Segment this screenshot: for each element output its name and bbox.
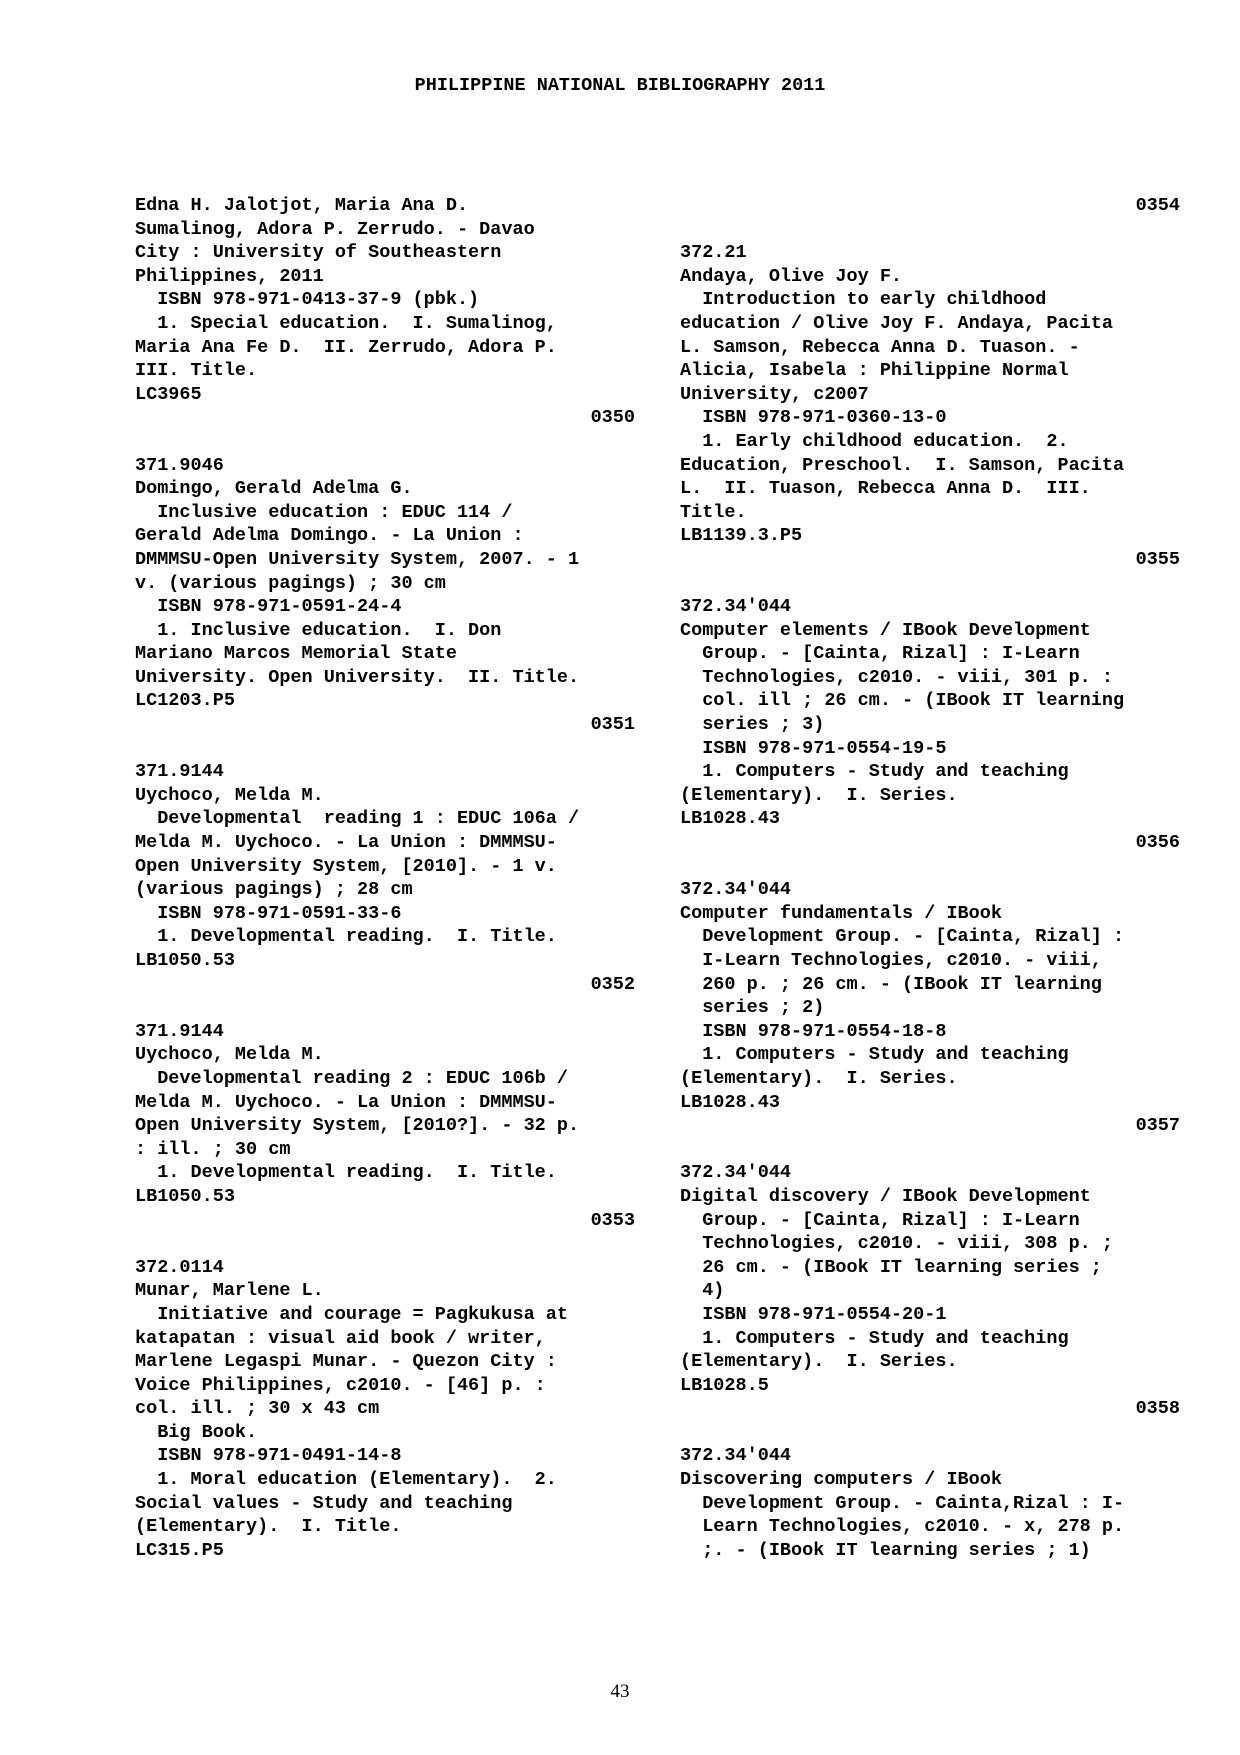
text-line: Education, Preschool. I. Samson, Pacita [680,454,1125,476]
text-line: Initiative and courage = Pagkukusa at [135,1303,568,1325]
text-line: 1. Moral education (Elementary). 2. [135,1469,557,1491]
text-line: 372.34'044 [680,1445,792,1467]
text-line: Mariano Marcos Memorial State [135,643,457,665]
text-line: 372.34'044 [680,1162,792,1184]
text-line: ISBN 978-971-0360-13-0 [680,407,947,429]
text-line: III. Title. [135,360,258,382]
text-line: Andaya, Olive Joy F. [680,265,903,287]
text-line: 371.9144 [135,1020,224,1042]
text-line: Big Book. [135,1421,258,1443]
text-line: 1. Computers - Study and teaching [680,1044,1069,1066]
text-line: LC315.P5 [135,1539,224,1561]
text-line: Sumalinog, Adora P. Zerrudo. - Davao [135,218,535,240]
text-line: Computer elements / IBook Development [680,619,1091,641]
text-line: City : University of Southeastern [135,242,502,264]
text-line: Uychoco, Melda M. [135,784,324,806]
text-line: col. ill. ; 30 x 43 cm [135,1398,380,1420]
blank-line [135,996,635,1020]
text-line: (various pagings) ; 28 cm [135,879,413,901]
text-line: Development Group. - [Cainta, Rizal] : [680,926,1125,948]
text-line: Digital discovery / IBook Development [680,1185,1091,1207]
text-line: LB1139.3.P5 [680,525,803,547]
text-line: ISBN 978-971-0554-18-8 [680,1020,947,1042]
text-line: Maria Ana Fe D. II. Zerrudo, Adora P. [135,336,557,358]
text-line: LB1050.53 [135,950,235,971]
text-line: series ; 3) [680,714,825,736]
text-line: 371.9144 [135,761,224,783]
text-line: LB1028.5 [680,1374,769,1396]
text-line: Group. - [Cainta, Rizal] : I-Learn [680,643,1080,665]
text-line: Domingo, Gerald Adelma G. [135,478,413,500]
blank-line [680,218,1180,242]
text-line: Melda M. Uychoco. - La Union : DMMMSU- [135,832,557,854]
blank-line [680,572,1180,596]
blank-line [680,1138,1180,1162]
text-line: Alicia, Isabela : Philippine Normal [680,360,1069,382]
text-line: 260 p. ; 26 cm. - (IBook IT learning [680,973,1102,995]
left-column [135,194,635,1562]
text-line: Discovering computers / IBook [680,1469,1002,1491]
text-line: Group. - [Cainta, Rizal] : I-Learn [680,1209,1080,1231]
text-line: education / Olive Joy F. Andaya, Pacita [680,312,1113,334]
text-line: ISBN 978-971-0591-33-6 [135,902,402,924]
entry-number: 0351 [590,714,635,736]
text-line: ISBN 978-971-0413-37-9 (pbk.) [135,289,480,311]
text-line: Technologies, c2010. - viii, 308 p. ; [680,1233,1113,1255]
text-line: : ill. ; 30 cm [135,1138,291,1160]
text-line: 1. Inclusive education. I. Don [135,619,502,641]
text-line: LC3965 [135,383,202,405]
text-line: LB1028.43 [680,808,780,830]
text-line: Learn Technologies, c2010. - x, 278 p. [680,1516,1125,1538]
text-line: 372.34'044 [680,879,792,901]
text-line: LB1050.53 [135,1185,235,1207]
text-line: 1. Special education. I. Sumalinog, [135,312,557,334]
text-line: ISBN 978-971-0591-24-4 [135,596,402,618]
text-line: ISBN 978-971-0554-19-5 [680,737,947,759]
blank-line [680,1421,1180,1445]
entry-number: 0353 [590,1209,635,1231]
text-line: 1. Computers - Study and teaching [680,1327,1069,1349]
blank-line [135,430,635,454]
text-line: Open University System, [2010?]. - 32 p. [135,1115,580,1137]
text-line: (Elementary). I. Series. [680,784,958,806]
text-line: 1. Computers - Study and teaching [680,761,1069,783]
entry-number: 0357 [1135,1115,1180,1137]
blank-line [135,1232,635,1256]
text-line: DMMMSU-Open University System, 2007. - 1 [135,548,580,570]
text-line: 372.21 [680,242,747,264]
text-line: 1. Early childhood education. 2. [680,430,1069,452]
text-line: Computer fundamentals / IBook [680,902,1002,924]
entry-number: 0356 [1135,832,1180,854]
text-line: v. (various pagings) ; 30 cm [135,572,446,594]
text-line: I-Learn Technologies, c2010. - viii, [680,950,1102,971]
running-title: PHILIPPINE NATIONAL BIBLIOGRAPHY 2011 [414,75,826,96]
text-line: ;. - (IBook IT learning series ; 1) [680,1539,1091,1561]
text-line: 1. Developmental reading. I. Title. [135,1162,557,1184]
text-line: Gerald Adelma Domingo. - La Union : [135,525,524,547]
text-line: Technologies, c2010. - viii, 301 p. : [680,666,1113,688]
text-line: 1. Developmental reading. I. Title. [135,926,557,948]
text-line: ISBN 978-971-0491-14-8 [135,1445,402,1467]
text-line: 372.0114 [135,1256,224,1278]
text-line: 371.9046 [135,454,224,476]
text-line: series ; 2) [680,997,825,1019]
entry-number: 0355 [1135,548,1180,570]
text-line: Edna H. Jalotjot, Maria Ana D. [135,195,469,216]
text-line: Development Group. - Cainta,Rizal : I- [680,1492,1125,1514]
text-line: L. Samson, Rebecca Anna D. Tuason. - [680,336,1080,358]
text-line: Title. [680,501,747,523]
text-line: LC1203.P5 [135,690,235,712]
text-line: Introduction to early childhood [680,289,1047,311]
text-line: (Elementary). I. Series. [680,1067,958,1089]
text-line: Philippines, 2011 [135,265,324,287]
text-line: University. Open University. II. Title. [135,666,580,688]
text-line: ISBN 978-971-0554-20-1 [680,1303,947,1325]
text-line: Inclusive education : EDUC 114 / [135,501,513,523]
text-line: col. ill ; 26 cm. - (IBook IT learning [680,690,1125,712]
text-line: Marlene Legaspi Munar. - Quezon City : [135,1351,557,1373]
text-line: (Elementary). I. Title. [135,1516,402,1538]
text-line: University, c2007 [680,383,869,405]
entry-number: 0354 [1135,195,1180,216]
text-line: Social values - Study and teaching [135,1492,513,1514]
entry-number: 0352 [590,973,635,995]
entry-number: 0350 [590,407,635,429]
right-column [680,194,1180,1562]
text-line: 26 cm. - (IBook IT learning series ; [680,1256,1102,1278]
text-line: katapatan : visual aid book / writer, [135,1327,546,1349]
text-line: LB1028.43 [680,1091,780,1113]
blank-line [680,855,1180,879]
text-line: Melda M. Uychoco. - La Union : DMMMSU- [135,1091,557,1113]
text-line: Developmental reading 2 : EDUC 106b / [135,1067,568,1089]
text-line: Open University System, [2010]. - 1 v. [135,855,557,877]
text-line: 4) [680,1280,725,1302]
text-line: L. II. Tuason, Rebecca Anna D. III. [680,478,1091,500]
text-line: Voice Philippines, c2010. - [46] p. : [135,1374,546,1396]
text-line: (Elementary). I. Series. [680,1351,958,1373]
text-line: Munar, Marlene L. [135,1280,324,1302]
entry-number: 0358 [1135,1398,1180,1420]
text-line: Developmental reading 1 : EDUC 106a / [135,808,580,830]
text-line: 372.34'044 [680,596,792,618]
blank-line [135,737,635,761]
page-number: 43 [610,1681,630,1702]
text-line: Uychoco, Melda M. [135,1044,324,1066]
